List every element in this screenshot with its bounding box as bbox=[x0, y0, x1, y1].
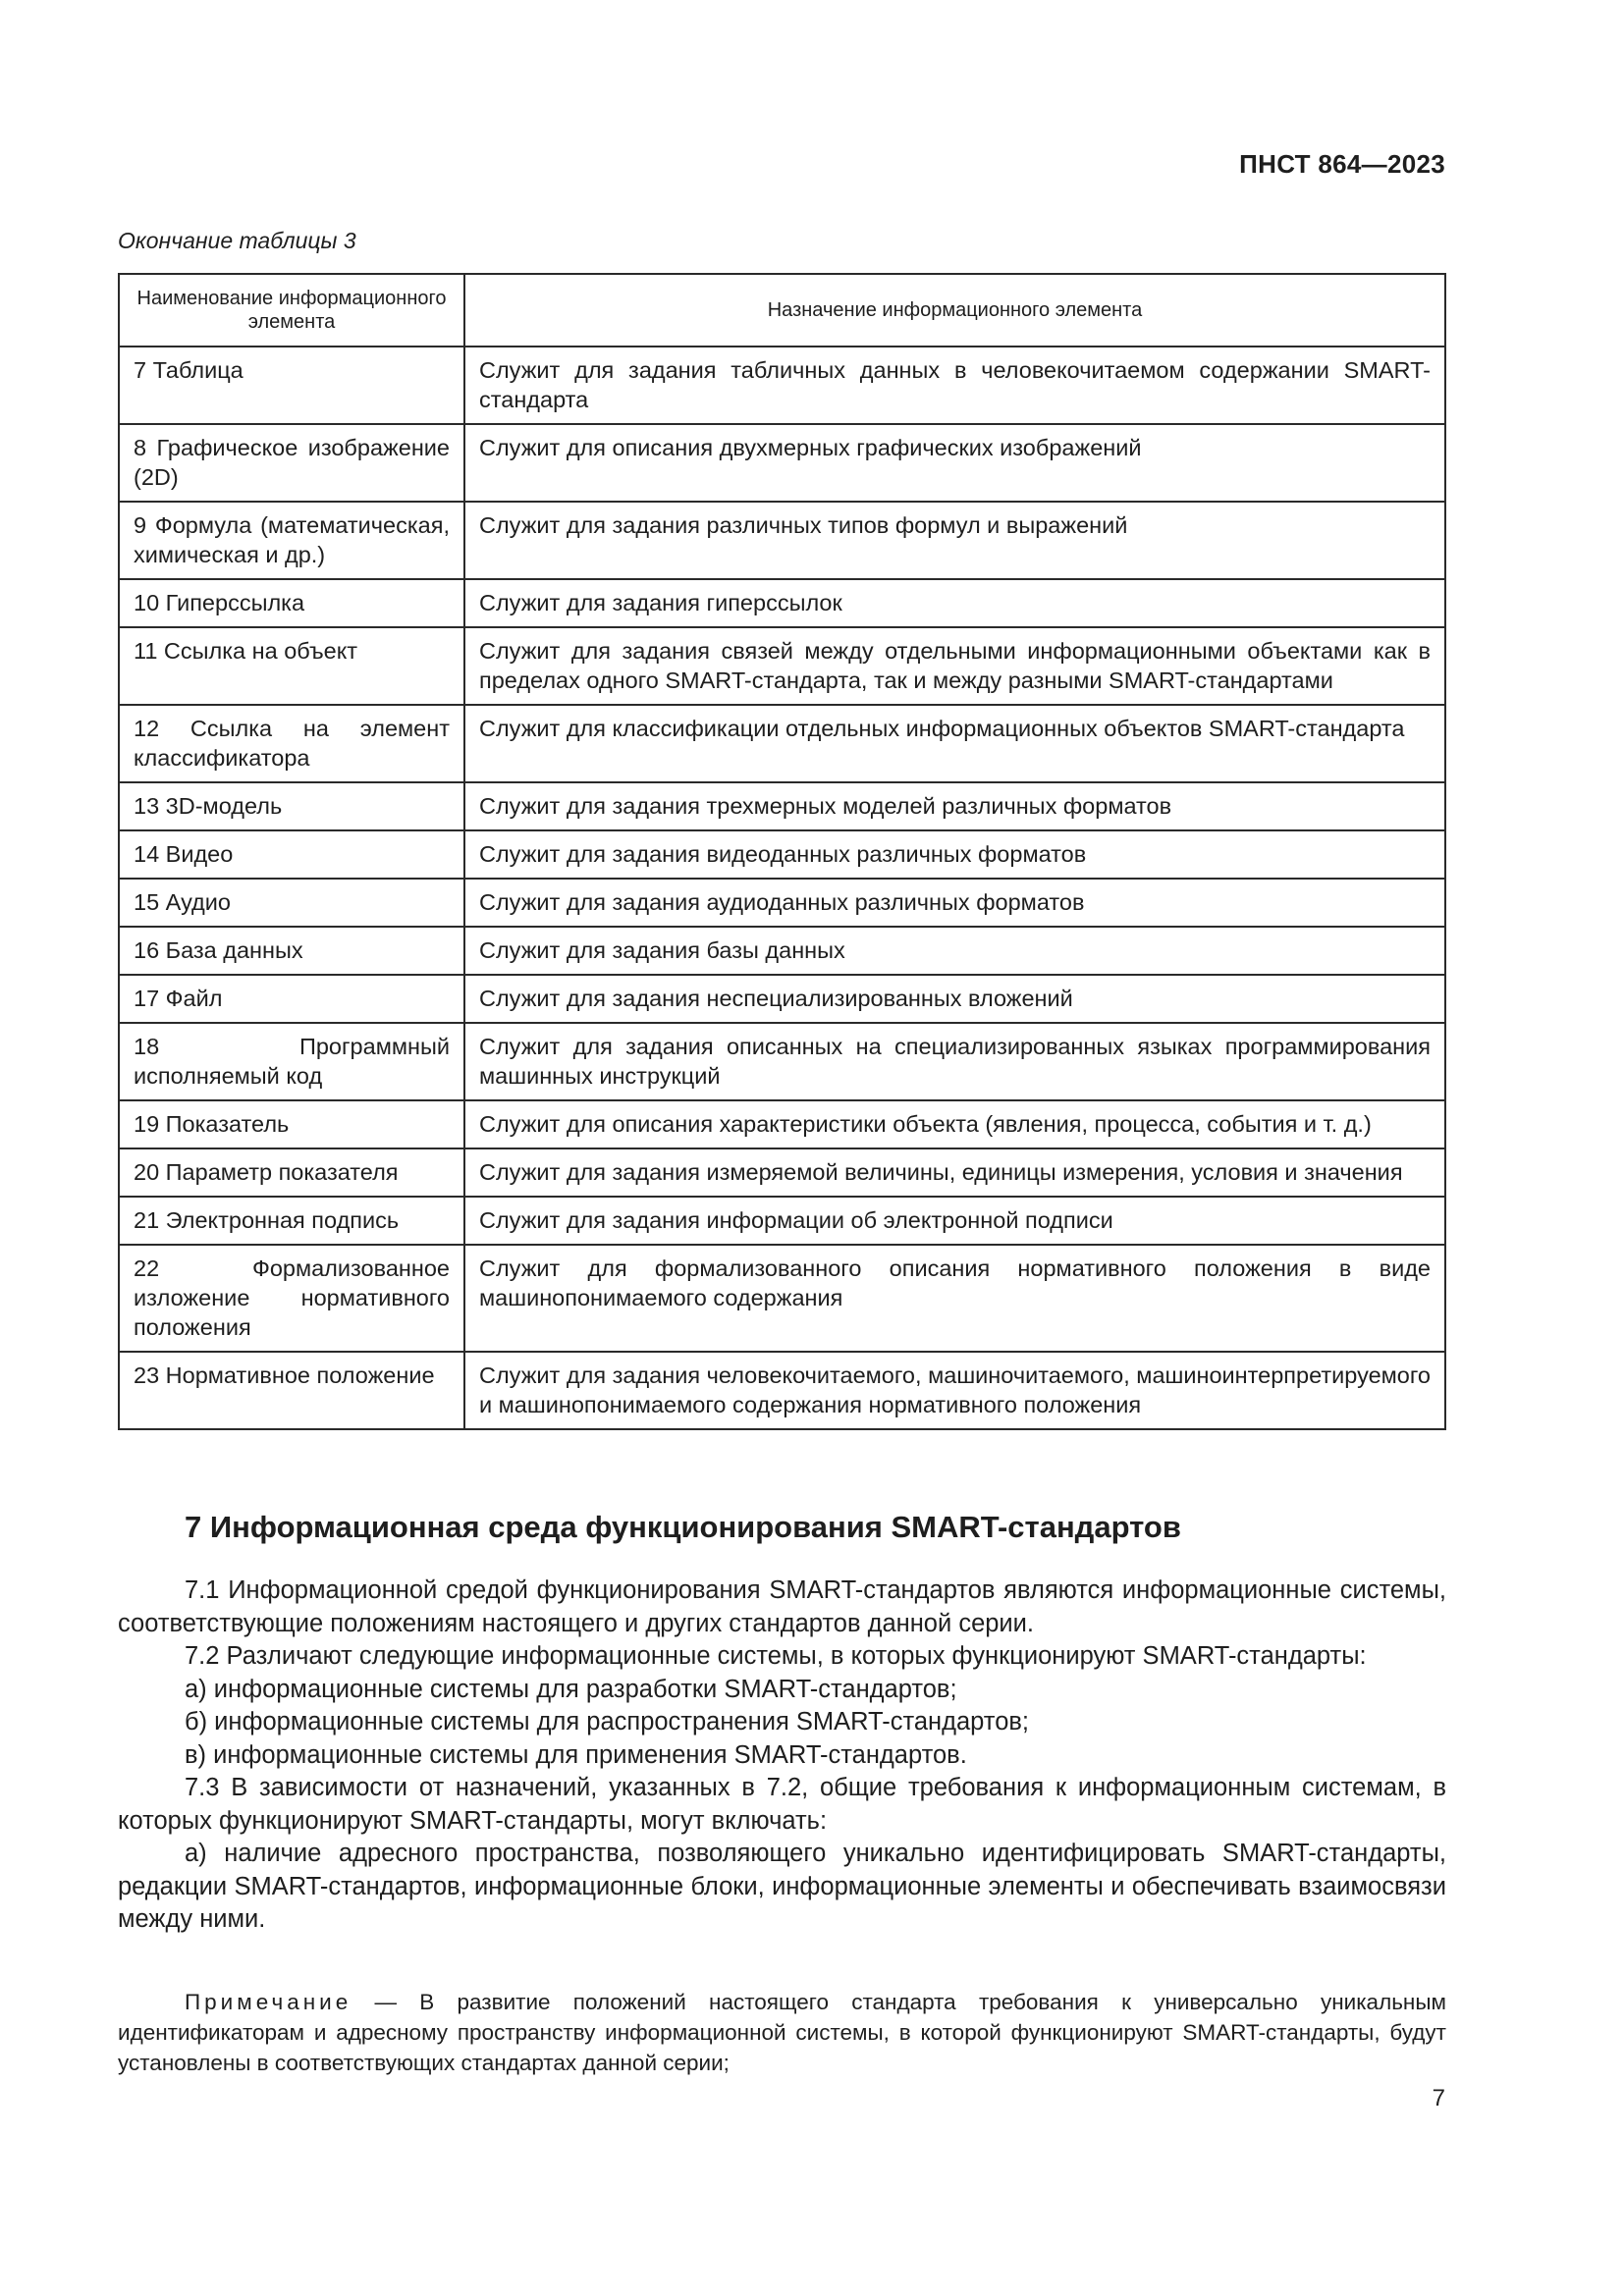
section-heading: 7 Информационная среда функционирования SMART-стандартов bbox=[185, 1510, 1181, 1544]
element-name-cell: 9 Формула (математическая, химическая и др.) bbox=[119, 502, 464, 579]
column-header-purpose: Назначение информационного элемента bbox=[464, 274, 1445, 347]
element-name-cell: 20 Параметр показателя bbox=[119, 1148, 464, 1197]
list-item-a: а) информационные системы для разработки SMART-стандартов; bbox=[185, 1675, 957, 1703]
element-name-cell: 12 Ссылка на элемент классификатора bbox=[119, 705, 464, 782]
table-body bbox=[119, 347, 1445, 1429]
element-name-cell: 14 Видео bbox=[119, 830, 464, 879]
table-row bbox=[119, 975, 1445, 1023]
note-block bbox=[118, 1987, 1446, 2078]
info-elements-table bbox=[118, 273, 1446, 1430]
element-purpose-cell: Служит для описания характеристики объекта (явления, процесса, события и т. д.) bbox=[464, 1100, 1445, 1148]
table-row bbox=[119, 347, 1445, 424]
table-row bbox=[119, 1197, 1445, 1245]
table-row bbox=[119, 579, 1445, 627]
paragraph-7-1: 7.1 Информационной средой функционирования SMART-стандартов являются информационные системы, соответствующие положениям настоящего и других стандартов данной серии. bbox=[118, 1576, 1446, 1637]
element-purpose-cell: Служит для описания двухмерных графических изображений bbox=[464, 424, 1445, 502]
table-row bbox=[119, 1100, 1445, 1148]
element-purpose-cell: Служит для формализованного описания нормативного положения в виде машинопонимаемого содержания bbox=[464, 1245, 1445, 1352]
element-name-cell: 11 Ссылка на объект bbox=[119, 627, 464, 705]
element-purpose-cell: Служит для задания описанных на специализированных языках программирования машинных инструкций bbox=[464, 1023, 1445, 1100]
table-row bbox=[119, 1352, 1445, 1429]
table-row bbox=[119, 1245, 1445, 1352]
paragraph-7-3: 7.3 В зависимости от назначений, указанных в 7.2, общие требования к информационным системам, в которых функционируют SMART-стандарты, могут включать: bbox=[118, 1774, 1446, 1835]
list-item-b: б) информационные системы для распространения SMART-стандартов; bbox=[185, 1708, 1030, 1735]
element-name-cell: 21 Электронная подпись bbox=[119, 1197, 464, 1245]
table-row bbox=[119, 627, 1445, 705]
element-purpose-cell: Служит для задания табличных данных в человекочитаемом содержании SMART-стандарта bbox=[464, 347, 1445, 424]
table-row bbox=[119, 502, 1445, 579]
table-row bbox=[119, 705, 1445, 782]
element-name-cell: 8 Графическое изображение (2D) bbox=[119, 424, 464, 502]
table-row bbox=[119, 927, 1445, 975]
element-name-cell: 13 3D-модель bbox=[119, 782, 464, 830]
table-header-row bbox=[119, 274, 1445, 347]
element-purpose-cell: Служит для задания гиперссылок bbox=[464, 579, 1445, 627]
table-caption: Окончание таблицы 3 bbox=[118, 228, 356, 253]
element-name-cell: 10 Гиперссылка bbox=[119, 579, 464, 627]
element-name-cell: 15 Аудио bbox=[119, 879, 464, 927]
note-text: — В развитие положений настоящего стандарта требования к универсально уникальным идентификаторам и адресному пространству информационной системы, в которой функционируют SMART-стандарты, будут установлены в соответствующих стандартах данной серии; bbox=[118, 1990, 1446, 2075]
element-purpose-cell: Служит для задания информации об электронной подписи bbox=[464, 1197, 1445, 1245]
note-paragraph bbox=[118, 1987, 1446, 2078]
table-row bbox=[119, 424, 1445, 502]
element-purpose-cell: Служит для задания аудиоданных различных форматов bbox=[464, 879, 1445, 927]
note-lead: Примечание bbox=[185, 1990, 352, 2014]
element-name-cell: 17 Файл bbox=[119, 975, 464, 1023]
table-row bbox=[119, 782, 1445, 830]
element-name-cell: 16 База данных bbox=[119, 927, 464, 975]
paragraph-7-2: 7.2 Различают следующие информационные системы, в которых функционируют SMART-стандарты: bbox=[185, 1642, 1367, 1670]
standard-code: ПНСТ 864—2023 bbox=[1239, 149, 1445, 179]
element-name-cell: 19 Показатель bbox=[119, 1100, 464, 1148]
element-purpose-cell: Служит для задания неспециализированных вложений bbox=[464, 975, 1445, 1023]
element-purpose-cell: Служит для задания базы данных bbox=[464, 927, 1445, 975]
table-row bbox=[119, 830, 1445, 879]
element-purpose-cell: Служит для задания измеряемой величины, единицы измерения, условия и значения bbox=[464, 1148, 1445, 1197]
element-purpose-cell: Служит для задания человекочитаемого, машиночитаемого, машиноинтерпретируемого и машинопонимаемого содержания нормативного положения bbox=[464, 1352, 1445, 1429]
element-name-cell: 23 Нормативное положение bbox=[119, 1352, 464, 1429]
element-purpose-cell: Служит для задания видеоданных различных форматов bbox=[464, 830, 1445, 879]
element-name-cell: 22 Формализованное изложение нормативного положения bbox=[119, 1245, 464, 1352]
column-header-name: Наименование информационного элемента bbox=[119, 274, 464, 347]
page-number: 7 bbox=[1432, 2085, 1445, 2111]
element-purpose-cell: Служит для задания различных типов формул и выражений bbox=[464, 502, 1445, 579]
list-item-v: в) информационные системы для применения SMART-стандартов. bbox=[185, 1740, 967, 1769]
paragraph-7-3-a: а) наличие адресного пространства, позволяющего уникально идентифицировать SMART-стандарты, редакции SMART-стандартов, информационные блоки, информационные элементы и обеспечивать взаимосвязи между ними. bbox=[118, 1840, 1446, 1933]
element-purpose-cell: Служит для задания трехмерных моделей различных форматов bbox=[464, 782, 1445, 830]
section-body bbox=[118, 1575, 1446, 1937]
element-name-cell: 7 Таблица bbox=[119, 347, 464, 424]
table-row bbox=[119, 1148, 1445, 1197]
table-row bbox=[119, 1023, 1445, 1100]
element-purpose-cell: Служит для классификации отдельных информационных объектов SMART-стандарта bbox=[464, 705, 1445, 782]
table-row bbox=[119, 879, 1445, 927]
element-purpose-cell: Служит для задания связей между отдельными информационными объектами как в пределах одного SMART-стандарта, так и между разными SMART-стандартами bbox=[464, 627, 1445, 705]
element-name-cell: 18 Программный исполняемый код bbox=[119, 1023, 464, 1100]
